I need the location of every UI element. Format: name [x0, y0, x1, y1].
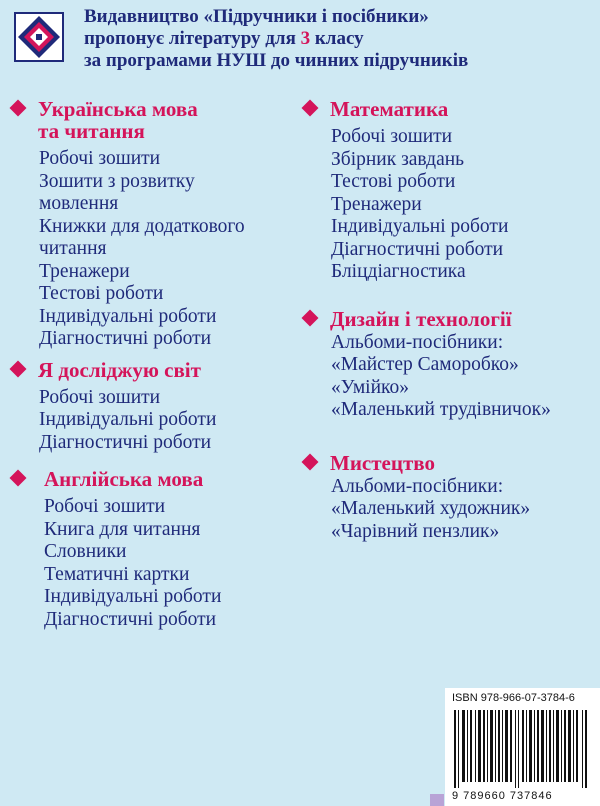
header-line-1: Видавництво «Підручники і посібники» [84, 6, 429, 27]
section-ukrainian [10, 98, 300, 351]
list-item: Робочі зошити [44, 496, 166, 517]
publisher-logo [14, 12, 64, 62]
list-item: Робочі зошити [39, 148, 161, 169]
item-list [302, 332, 592, 422]
list-item: Тестові роботи [331, 171, 456, 192]
diamond-bullet-icon [302, 100, 319, 117]
list-item: Робочі зошити [39, 386, 161, 408]
heading-line: Англійська мова [44, 467, 204, 491]
item-list [10, 148, 300, 351]
list-item: Книжки для додаткового [39, 215, 245, 237]
list-item: «Чарівний пензлик» [331, 520, 500, 542]
list-item: «Умійко» [331, 376, 410, 398]
diamond-bullet-icon [302, 453, 319, 470]
header-line-2 [84, 28, 584, 50]
section-heading [10, 359, 300, 381]
section-heading [10, 468, 300, 490]
list-item: «Маленький художник» [331, 498, 531, 519]
list-item: Індивідуальні роботи [44, 586, 222, 607]
section-art [302, 452, 592, 544]
item-list [10, 387, 300, 455]
purple-strip [430, 794, 444, 806]
diamond-bullet-icon [302, 309, 319, 326]
barcode-digits: 9 789660 737846 [452, 790, 553, 802]
section-heading [302, 308, 592, 330]
section-heading [302, 452, 592, 474]
publisher-header [84, 6, 584, 72]
item-list [302, 476, 592, 544]
list-item: Тестові роботи [39, 283, 164, 304]
barcode-icon [452, 710, 592, 788]
list-item: Діагностичні роботи [331, 238, 504, 260]
list-item: Індивідуальні роботи [331, 216, 509, 237]
list-item: «Майстер Саморобко» [331, 354, 519, 375]
list-item: Бліцдіагностика [331, 261, 466, 282]
section-design-tech [302, 308, 592, 422]
list-item: Тематичні картки [44, 563, 190, 585]
section-english [10, 468, 300, 631]
grade-number: 3 [300, 28, 311, 49]
list-item: Діагностичні роботи [39, 328, 212, 349]
section-explore-world [10, 359, 300, 455]
item-list [10, 496, 300, 631]
heading-line: Дизайн і технології [330, 306, 512, 331]
list-item: Індивідуальні роботи [39, 409, 217, 430]
list-item: мовлення [39, 193, 119, 214]
list-item: Альбоми-посібники: [331, 331, 504, 353]
header-line-3: за програмами НУШ до чинних підручників [84, 50, 469, 71]
list-item: Робочі зошити [331, 126, 453, 147]
heading-line: Українська мова [38, 97, 198, 121]
right-column [302, 98, 592, 543]
list-item: Діагностичні роботи [44, 608, 217, 630]
header-line-2-start: пропонує літературу для [84, 28, 301, 49]
list-item: Індивідуальні роботи [39, 305, 217, 327]
list-item: Зошити з розвитку [39, 170, 195, 192]
header-line-2-end: класу [310, 28, 364, 49]
heading-line: Я досліджую світ [38, 357, 201, 382]
heading-line: Мистецтво [330, 450, 435, 475]
section-math [302, 98, 592, 284]
list-item: читання [39, 238, 107, 259]
list-item: Збірник завдань [331, 148, 465, 170]
heading-line: Математика [330, 97, 449, 121]
list-item: Тренажери [331, 193, 422, 215]
item-list [302, 126, 592, 284]
left-column [10, 98, 300, 631]
list-item: Книга для читання [44, 518, 201, 540]
diamond-bullet-icon [10, 360, 27, 377]
list-item: Альбоми-посібники: [331, 475, 504, 497]
list-item: «Маленький трудівничок» [331, 399, 551, 420]
heading-line: та читання [38, 119, 145, 143]
section-heading [302, 98, 592, 120]
list-item: Діагностичні роботи [39, 431, 212, 453]
section-heading [10, 98, 300, 142]
isbn-number: ISBN 978-966-07-3784-6 [452, 692, 575, 704]
diamond-bullet-icon [10, 470, 27, 487]
list-item: Тренажери [39, 260, 130, 282]
diamond-bullet-icon [10, 100, 27, 117]
list-item: Словники [44, 541, 127, 562]
